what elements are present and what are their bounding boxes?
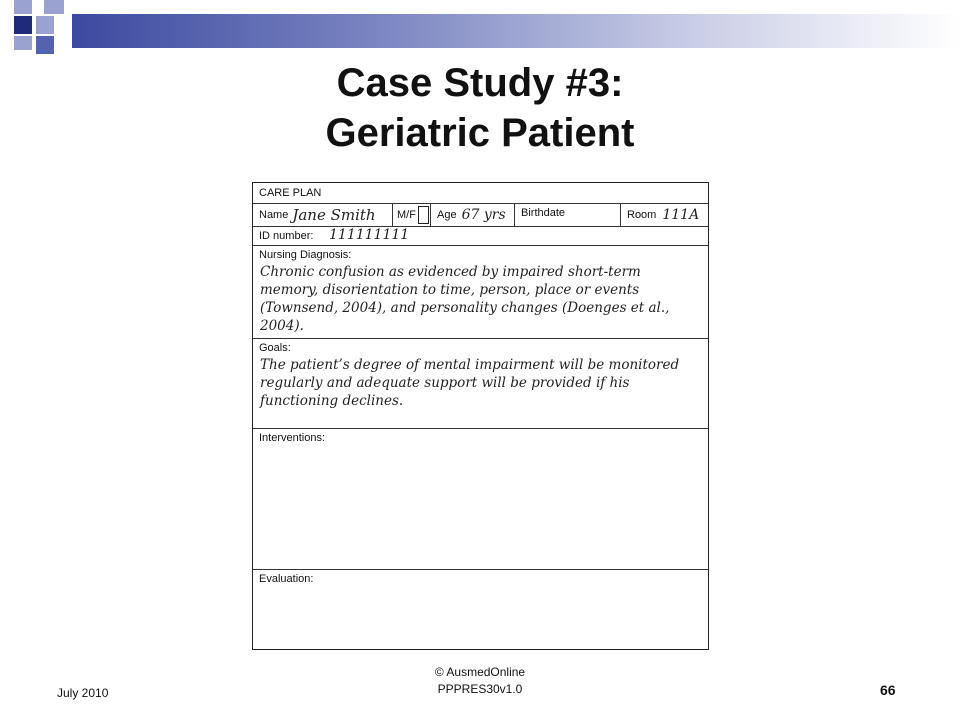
decor-square [44, 0, 64, 14]
evaluation-label: Evaluation: [259, 573, 314, 585]
diagnosis-row [253, 246, 708, 339]
slide-title-line1: Case Study #3: [336, 61, 624, 105]
room-cell [621, 204, 708, 226]
goals-text: The patient’s degree of mental impairment will be monitored regularly and adequate support will be provided if his functioning declines. [260, 357, 680, 409]
decor-square [14, 16, 32, 34]
interventions-row [253, 429, 708, 570]
patient-info-row [253, 204, 708, 227]
footer-date: July 2010 [57, 686, 109, 700]
footer-center [380, 664, 580, 698]
page-number: 66 [880, 682, 896, 698]
decor-square [36, 36, 54, 54]
diagnosis-text: Chronic confusion as evidenced by impaired short-term memory, disorientation to time, person, place or events (Townsend, 2004), and personality changes (Doenges et al., 2004). [260, 264, 670, 334]
care-plan-form [252, 182, 709, 650]
id-label: ID number: [259, 230, 314, 242]
footer-org: © AusmedOnline [434, 665, 526, 679]
evaluation-row [253, 570, 708, 649]
id-row [253, 227, 708, 246]
name-cell [253, 204, 393, 226]
room-label: Room [627, 209, 657, 221]
birthdate-cell [515, 204, 621, 226]
age-label: Age [437, 209, 457, 221]
name-value: Jane Smith [292, 206, 376, 224]
care-plan-heading: CARE PLAN [259, 187, 322, 199]
goals-label: Goals: [259, 342, 291, 354]
id-value: 111111111 [329, 227, 410, 243]
age-value: 67 yrs [461, 207, 506, 223]
slide-title-line2: Geriatric Patient [325, 111, 635, 155]
sex-cell [393, 204, 431, 226]
sex-checkbox [418, 206, 429, 224]
age-cell [431, 204, 515, 226]
diagnosis-label: Nursing Diagnosis: [259, 249, 352, 261]
header-gradient-bar [72, 14, 960, 48]
name-label: Name [259, 209, 289, 221]
decor-square [36, 16, 54, 34]
header-decoration [0, 0, 960, 60]
decor-square [14, 36, 32, 50]
slide-title [0, 58, 960, 158]
room-value: 111A [662, 207, 700, 223]
decor-square [14, 0, 32, 14]
birthdate-label: Birthdate [521, 207, 566, 219]
goals-row [253, 339, 708, 429]
interventions-label: Interventions: [259, 432, 326, 444]
footer-code: PPPRES30v1.0 [437, 682, 523, 696]
care-plan-heading-row [253, 183, 708, 204]
sex-label: M/F [397, 209, 416, 221]
